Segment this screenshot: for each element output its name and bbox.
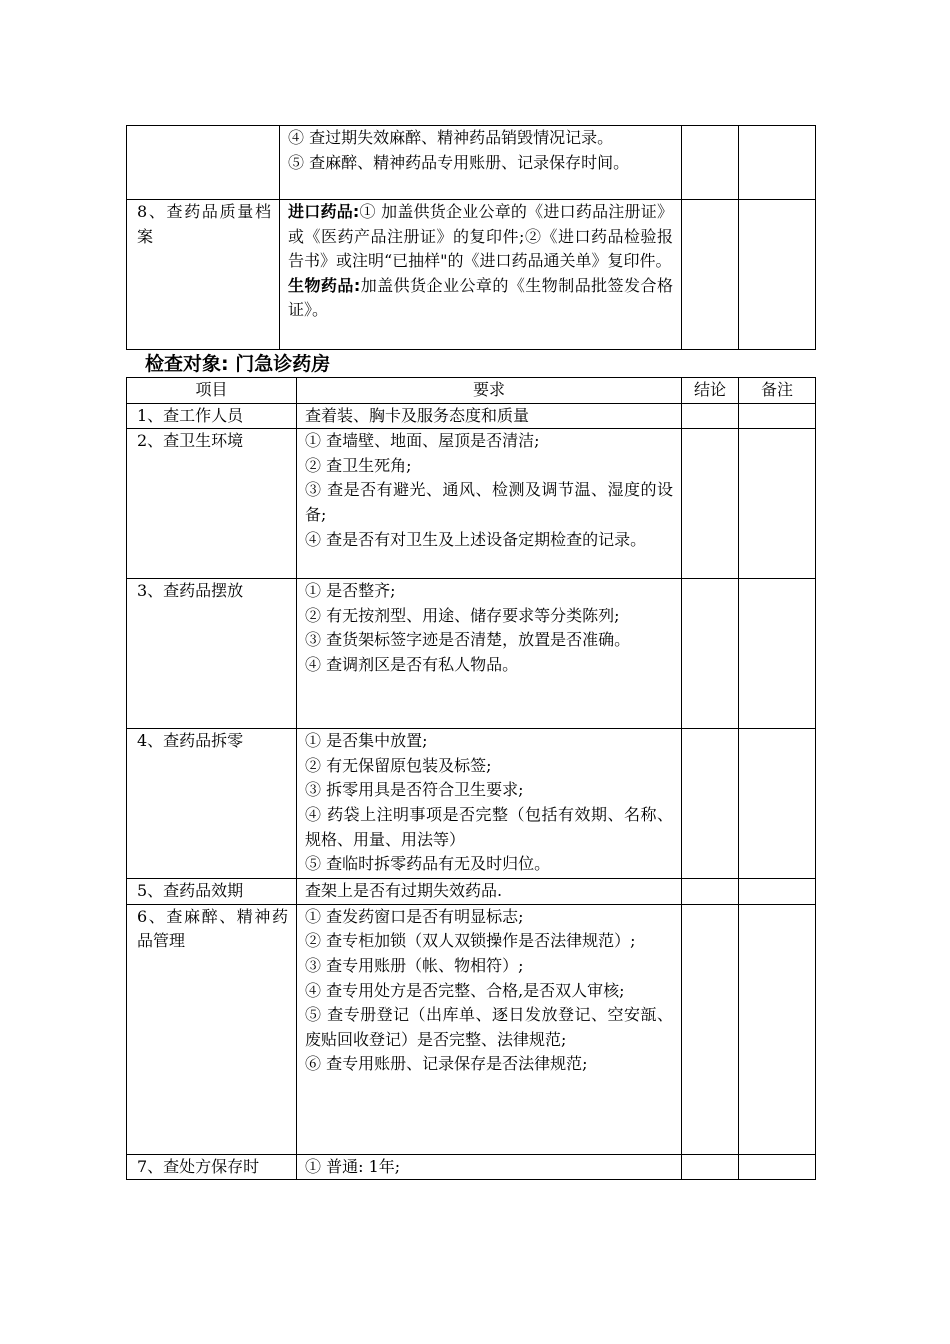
conclusion-cell [682,429,739,579]
header-item: 项目 [127,378,297,404]
header-requirements: 要求 [297,378,682,404]
requirement-line: ① 是否集中放置; [305,731,428,751]
continued-table [126,125,816,350]
remarks-cell [739,904,816,1154]
requirement-line: ④ 查专用处方是否完整、合格,是否双人审核; [305,980,625,1000]
requirements-cell [297,1154,682,1180]
requirement-line: ④ 查调剂区是否有私人物品。 [305,654,519,674]
requirement-line: ① 普通: 1年; [305,1156,401,1176]
conclusion-cell [682,729,739,879]
requirement-line: ① 查墙壁、地面、屋顶是否清洁; [305,431,540,451]
requirements-cell [297,403,682,429]
remarks-cell [739,403,816,429]
table-row [127,579,816,729]
table-row [127,429,816,579]
header-conclusion: 结论 [682,378,739,404]
requirements-cell [280,200,682,350]
item-cell: 3、查药品摆放 [127,579,297,729]
requirements-cell [297,429,682,579]
remarks-cell [739,579,816,729]
requirements-cell [280,126,682,200]
requirement-line: ② 查卫生死角; [305,455,412,475]
requirement-line: ⑤ 查专册登记（出库单、逐日发放登记、空安瓿、废贴回收登记）是否完整、法律规范; [305,1005,673,1049]
requirement-line: ⑥ 查专用账册、记录保存是否法律规范; [305,1054,588,1074]
remarks-cell [739,200,816,350]
import-text: ① 加盖供货企业公章的《进口药品注册证》或《医药产品注册证》的复印件;②《进口药品检验报告书》或注明“已抽样"的《进口药品通关单》复印件。 [288,202,673,271]
item-cell [127,126,280,200]
bio-label: 生物药品: [288,275,361,295]
item-cell: 6、查麻醉、精神药品管理 [127,904,297,1154]
header-remarks: 备注 [739,378,816,404]
requirement-line: ⑤ 查麻醉、精神药品专用账册、记录保存时间。 [288,152,630,172]
requirement-line: ④ 查是否有对卫生及上述设备定期检查的记录。 [305,529,647,549]
requirement-line: 查架上是否有过期失效药品. [305,881,503,901]
remarks-cell [739,126,816,200]
requirement-line: ④ 查过期失效麻醉、精神药品销毁情况记录。 [288,128,614,147]
conclusion-cell [682,904,739,1154]
item-cell: 5、查药品效期 [127,879,297,905]
item-cell: 1、查工作人员 [127,403,297,429]
import-label: 进口药品: [288,202,360,221]
table-row [127,403,816,429]
remarks-cell [739,879,816,905]
requirements-cell [297,879,682,905]
item-cell: 7、查处方保存时 [127,1154,297,1180]
requirement-line: ③ 拆零用具是否符合卫生要求; [305,780,524,800]
item-cell: 2、查卫生环境 [127,429,297,579]
requirement-line: ③ 查专用账册（帐、物相符）; [305,955,524,975]
requirement-line: ③ 查货架标签字迹是否清楚，放置是否准确。 [305,630,631,650]
remarks-cell [739,1154,816,1180]
table-row [127,1154,816,1180]
inspection-table [126,377,816,1180]
remarks-cell [739,729,816,879]
table-row [127,879,816,905]
table-header-row [127,378,816,404]
requirements-cell [297,729,682,879]
conclusion-cell [682,200,739,350]
requirements-cell [297,579,682,729]
conclusion-cell [682,579,739,729]
requirement-line: ⑤ 查临时拆零药品有无及时归位。 [305,854,551,874]
item-cell: 8、查药品质量档案 [127,200,280,350]
table-row [127,126,816,200]
requirement-line: ② 有无按剂型、用途、储存要求等分类陈列; [305,605,620,625]
item-cell: 4、查药品拆零 [127,729,297,879]
requirement-line: ① 是否整齐; [305,581,396,601]
table-row [127,200,816,350]
remarks-cell [739,429,816,579]
requirement-line: ④ 药袋上注明事项是否完整（包括有效期、名称、规格、用量、用法等） [305,804,673,849]
table-row [127,729,816,879]
requirement-line: 查着装、胸卡及服务态度和质量 [305,405,530,425]
requirements-cell [297,904,682,1154]
conclusion-cell [682,403,739,429]
requirement-line: ③ 查是否有避光、通风、检测及调节温、湿度的设备; [305,480,673,524]
requirement-line: ② 有无保留原包装及标签; [305,755,492,775]
bio-text: 加盖供货企业公章的《生物制品批签发合格证》。 [288,275,673,320]
conclusion-cell [682,1154,739,1180]
table-row [127,904,816,1154]
conclusion-cell [682,126,739,200]
section-heading: 检查对象: 门急诊药房 [145,353,331,375]
requirement-line: ① 查发药窗口是否有明显标志; [305,906,524,926]
requirement-line: ② 查专柜加锁（双人双锁操作是否法律规范）; [305,931,636,951]
conclusion-cell [682,879,739,905]
